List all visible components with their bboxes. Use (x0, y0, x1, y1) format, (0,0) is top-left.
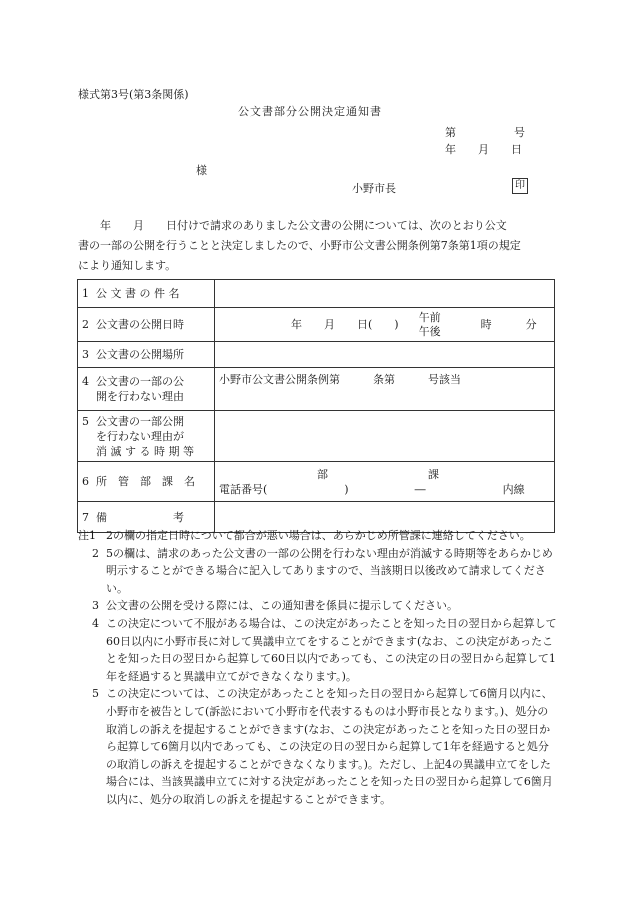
note-item: 3 公文書の公開を受ける際には、この通知書を係員に提示してください。 (92, 599, 458, 613)
date-day: 日 (511, 143, 522, 156)
form-number: 様式第3号(第3条関係) (78, 88, 189, 101)
disclosure-datetime-field[interactable]: 年 月 日( ) 午前 午後 時 分 (215, 308, 555, 342)
document-title: 公文書部分公開決定通知書 (238, 105, 382, 118)
table-row (78, 368, 555, 411)
disclosure-place-field[interactable] (215, 342, 555, 368)
date-month: 月 (478, 143, 489, 156)
intro-paragraph (78, 216, 554, 276)
document-date-line (445, 141, 522, 157)
row-label: 3 公文書の公開場所 (78, 342, 215, 368)
table-row (78, 462, 555, 502)
row-label: 4 公文書の一部の公 開を行わない理由 (78, 368, 215, 411)
table-row (78, 411, 555, 462)
notice-table (77, 279, 555, 533)
row-label: 5 公文書の一部公開 を行わない理由が 消 滅 す る 時 期 等 (78, 411, 215, 462)
issuer-name: 小野市長 (352, 182, 396, 195)
note-item: 2 5の欄は、請求のあった公文書の一部の公開を行わない理由が消滅する時期等をあらかじめ明示することができる場合に記入してありますので、当該期日以後改めて請求してください。 (92, 546, 553, 595)
number-prefix: 第 (445, 126, 456, 139)
non-disclosure-reason-field[interactable]: 小野市公文書公開条例第 条第 号該当 (215, 368, 555, 411)
document-name-field[interactable] (215, 280, 555, 308)
row-label: 2 公文書の公開日時 (78, 308, 215, 342)
addressee-suffix: 様 (196, 164, 207, 177)
reason-expiry-field[interactable] (215, 411, 555, 462)
table-row (78, 280, 555, 308)
note-item: 5 この決定については、この決定があったことを知った日の翌日から起算して6箇月以内に、小野市を被告として(訴訟において小野市を代表するものは小野市長となります。)、処分の取消しの訴えを提起することができます(なお、この決定があったことを知った日の翌日から起算して6箇月以内であっても、この決定の日の翌日から起算して1年を経過すると処分の取消しの訴えを提起することができなくなります。)。ただし、上記4の異議申立てをした場合には、当該異議申立てに対する決定があったことを知った日の翌日から起算して6箇月以内に、処分の取消しの訴えを提起することができます。 (92, 687, 553, 806)
number-suffix: 号 (514, 126, 525, 139)
table-row (78, 342, 555, 368)
intro-line: 年 月 日付けで請求のありました公文書の公開については、次のとおり公文 (78, 219, 507, 232)
row-label: 6 所 管 部 課 名 (78, 462, 215, 502)
table-row (78, 308, 555, 342)
notes-section (78, 527, 558, 809)
phone-line: 電話番号( ) ― 内線 (219, 482, 525, 496)
pm-option: 午後 (418, 324, 441, 338)
row-label: 7 備 考 (78, 502, 215, 533)
document-number-line (445, 124, 525, 140)
note-item: 4 この決定について不服がある場合は、この決定があったことを知った日の翌日から起算して60日以内に小野市長に対して異議申立てをすることができます(なお、この決定があったことを知った日の翌日から起算して60日以内であっても、この決定の日の翌日から起算して1年を経過すると異議申立てができなくなります。)。 (92, 616, 557, 683)
row-label: 1 公 文 書 の 件 名 (78, 280, 215, 308)
intro-line: により通知します。 (78, 259, 177, 272)
am-option: 午前 (418, 310, 441, 324)
date-year: 年 (445, 143, 456, 156)
seal-mark: 印 (512, 178, 528, 194)
department-field[interactable]: 部 課 電話番号( ) ― 内線 (215, 462, 555, 502)
intro-line: 書の一部の公開を行うことと決定しましたので、小野市公文書公開条例第7条第1項の規定 (78, 239, 521, 252)
note-item: 注1 2の欄の指定日時について都合が悪い場合は、あらかじめ所管課に連絡してください。 (78, 529, 531, 542)
